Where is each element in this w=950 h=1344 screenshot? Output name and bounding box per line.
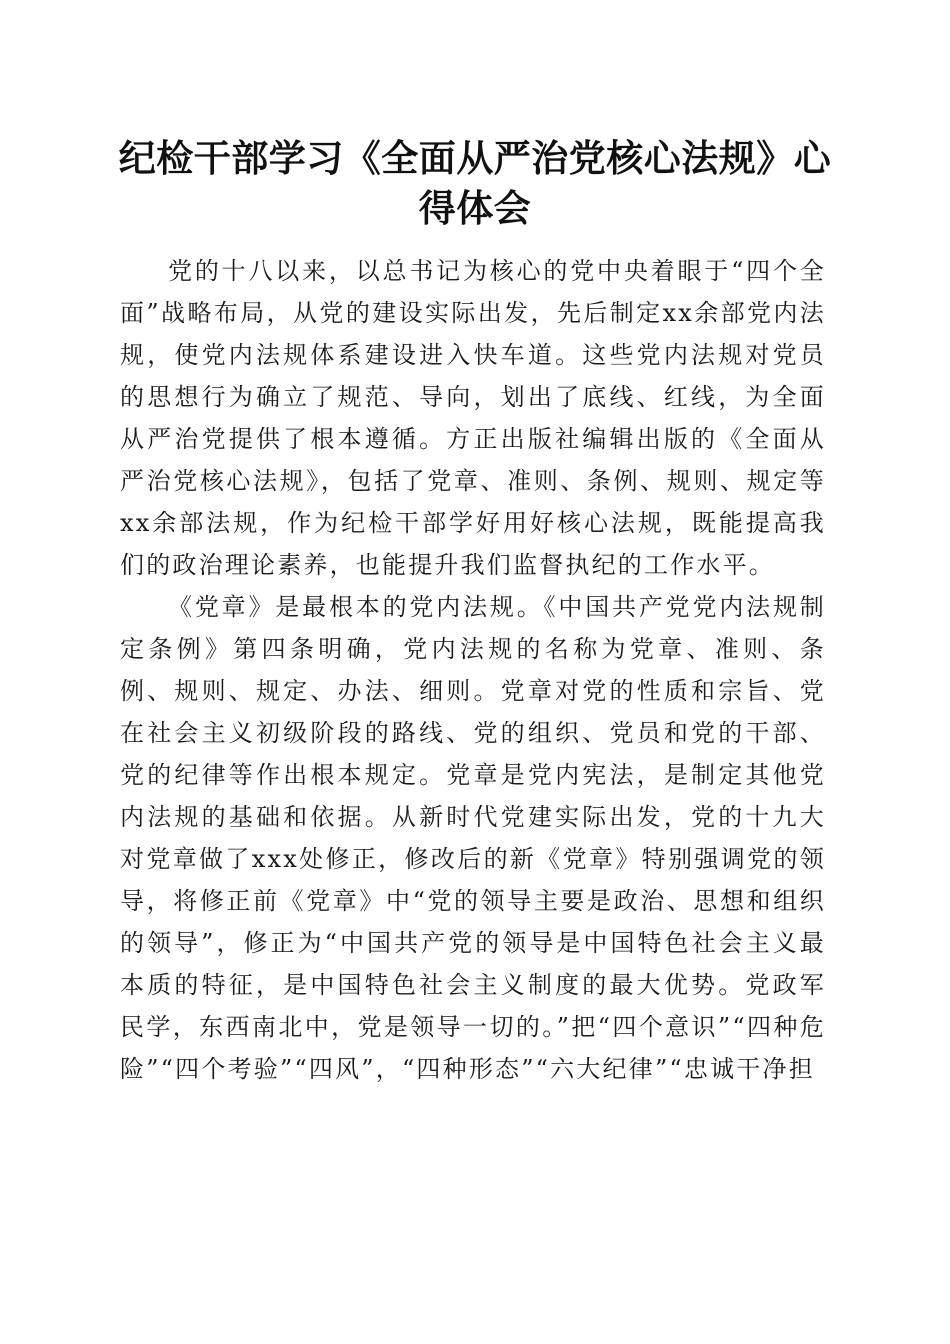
document-body [120, 250, 826, 1090]
document-title: 纪检干部学习《全面从严治党核心法规》心得体会 [118, 137, 832, 230]
paragraph-1: 党的十八以来，以总书记为核心的党中央着眼于“四个全面”战略布局，从党的建设实际出发，先后制定xx余部党内法规，使党内法规体系建设进入快车道。这些党内法规对党员的思想行为确立了规范、导向，划出了底线、红线，为全面从严治党提供了根本遵循。方正出版社编辑出版的《全面从严治党核心法规》，包括了党章、准则、条例、规则、规定等xx余部法规，作为纪检干部学好用好核心法规，既能提高我们的政治理论素养，也能提升我们监督执纪的工作水平。 [120, 257, 826, 579]
paragraph-2: 《党章》是最根本的党内法规。《中国共产党党内法规制定条例》第四条明确，党内法规的名称为党章、准则、条例、规则、规定、办法、细则。党章对党的性质和宗旨、党在社会主义初级阶段的路线、党的组织、党员和党的干部、党的纪律等作出根本规定。党章是党内宪法，是制定其他党内法规的基础和依据。从新时代党建实际出发，党的十九大对党章做了xxx处修正，修改后的新《党章》特别强调党的领导，将修正前《党章》中“党的领导主要是政治、思想和组织的领导”，修正为“中国共产党的领导是中国特色社会主义最本质的特征，是中国特色社会主义制度的最大优势。党政军民学，东西南北中，党是领导一切的。”把“四个意识”“四种危险”“四个考验”“四风”，“四种形态”“六大纪律”“忠诚干净担 [120, 593, 826, 1083]
